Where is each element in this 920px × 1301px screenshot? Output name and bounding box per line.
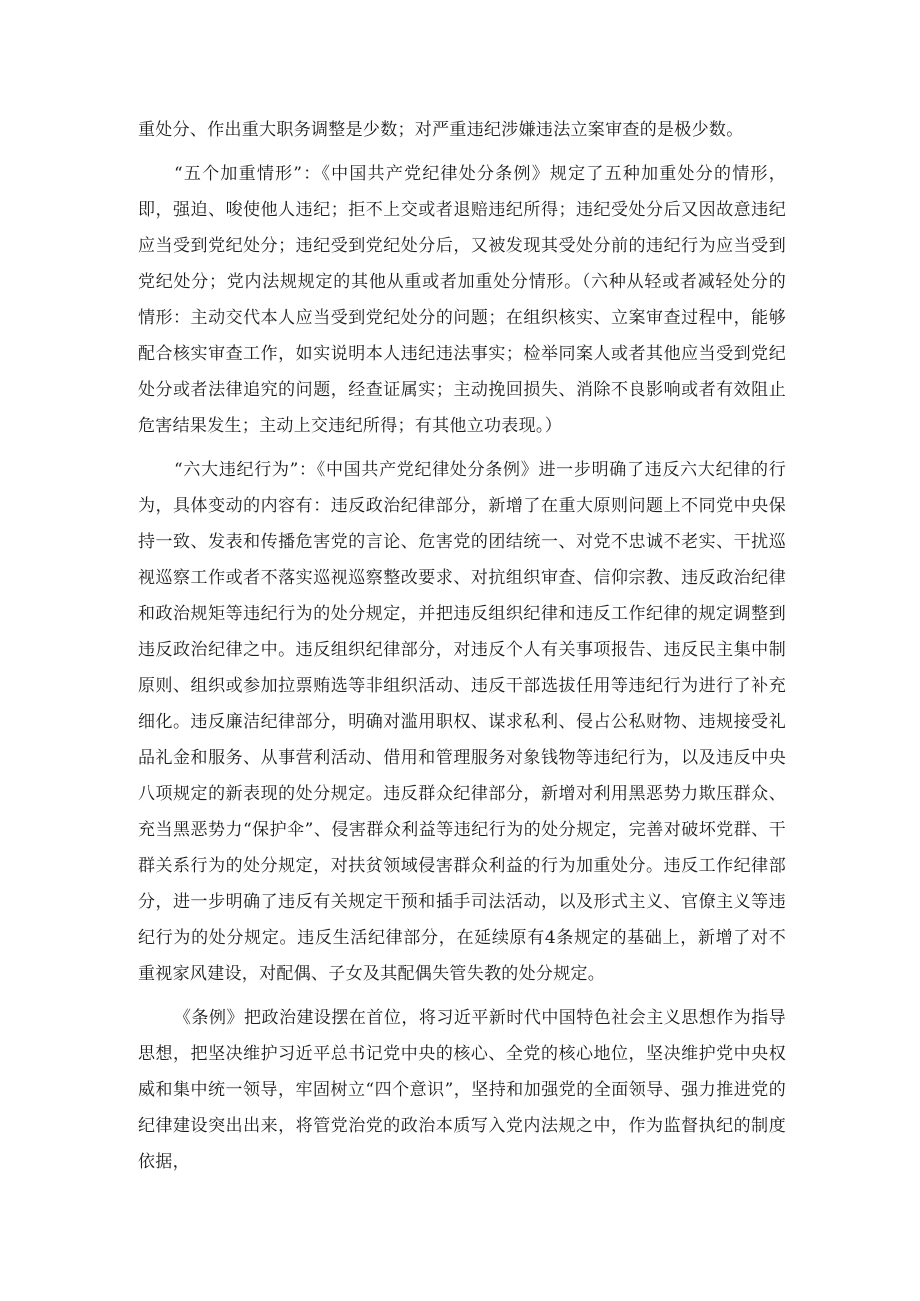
paragraph-continuation: 重处分、作出重大职务调整是少数；对严重违纪涉嫌违法立案审查的是极少数。 bbox=[138, 120, 744, 140]
paragraph-regulations-political-building: 《条例》把政治建设摆在首位，将习近平新时代中国特色社会主义思想作为指导思想，把坚决维护习近平总书记党中央的核心、全党的核心地位，坚决维护党中央权威和集中统一领导，牢固树立“四个意识”，坚持和加强党的全面领导、强力推进党的纪律建设突出出来，将管党治党的政治本质写入党内法规之中，作为监督执纪的制度依据， bbox=[138, 1008, 786, 1172]
paragraph-six-violations: “六大违纪行为”：《中国共产党纪律处分条例》进一步明确了违反六大纪律的行为，具体变动的内容有：违反政治纪律部分，新增了在重大原则问题上不同党中央保持一致、发表和传播危害党的言论、危害党的团结统一、对党不忠诚不老实、干扰巡视巡察工作或者不落实巡视巡察整改要求、对抗组织审查、信仰宗教、违反政治纪律和政治规矩等违纪行为的处分规定，并把违反组织纪律和违反工作纪律的规定调整到违反政治纪律之中。违反组织纪律部分，对违反个人有关事项报告、违反民主集中制原则、组织或参加拉票贿选等非组织活动、违反干部选拔任用等违纪行为进行了补充细化。违反廉洁纪律部分，明确对滥用职权、谋求私利、侵占公私财物、违规接受礼品礼金和服务、从事营利活动、借用和管理服务对象钱物等违纪行为，以及违反中央八项规定的新表现的处分规定。违反群众纪律部分，新增对利用黑恶势力欺压群众、充当黑恶势力“保护伞”、侵害群众利益等违纪行为的处分规定，完善对破坏党群、干群关系行为的处分规定，对扶贫领域侵害群众利益的行为加重处分。违反工作纪律部分，进一步明确了违反有关规定干预和插手司法活动，以及形式主义、官僚主义等违纪行为的处分规定。违反生活纪律部分，在延续原有4条规定的基础上，新增了对不重视家风建设，对配偶、子女及其配偶失管失教的处分规定。 bbox=[138, 460, 786, 984]
paragraph-five-aggravating-circumstances: “五个加重情形”：《中国共产党纪律处分条例》规定了五种加重处分的情形，即，强迫、唆使他人违纪；拒不上交或者退赔违纪所得；违纪受处分后又因故意违纪应当受到党纪处分；违纪受到党纪处分后，又被发现其受处分前的违纪行为应当受到党纪处分；党内法规规定的其他从重或者加重处分情形。（六种从轻或者减轻处分的情形：主动交代本人应当受到党纪处分的问题；在组织核实、立案审查过程中，能够配合核实审查工作，如实说明本人违纪违法事实；检举同案人或者其他应当受到党纪处分或者法律追究的问题，经查证属实；主动挽回损失、消除不良影响或者有效阻止危害结果发生；主动上交违纪所得；有其他立功表现。） bbox=[138, 164, 786, 436]
document-page bbox=[138, 112, 786, 1188]
